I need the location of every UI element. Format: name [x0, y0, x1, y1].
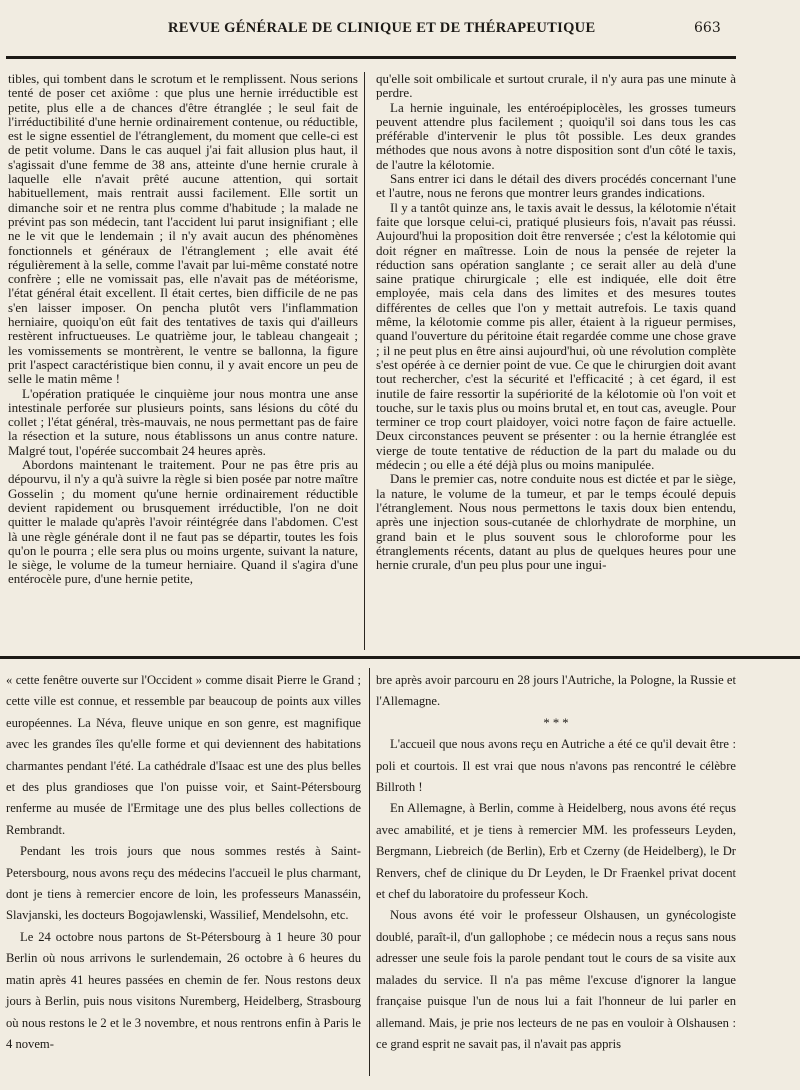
- upper-right-column: [376, 72, 736, 572]
- paragraph: tibles, qui tombent dans le scrotum et le remplissent. Nous serions tenté de poser cet axiôme : que plus une hernie irréductible est petite, plus elle a de chances d'être étranglée ; le seul fait de l'irréductibilité d'une hernie ordinairement contenue, ou réductible, est le signe essentiel de l'étranglement, du moment que celle-ci est de petit volume. Dans le cas auquel j'ai fait allusion plus haut, il s'agissait d'une femme de 38 ans, atteinte d'une hernie crurale à laquelle elle n'avait prêté aucune attention, qui sortait habituellement, mais rentrait aussi facilement. Elle sortit un dimanche soir et ne rentra plus comme d'habitude ; la malade ne prévint pas son médecin, tant l'accident lui parut insignifiant ; elle ne le vit que le lendemain ; il n'y avait aucun des phénomènes fonctionnels et généraux de l'étranglement ; elle avait été régulièrement à la selle, comme l'avait par lui-même constaté notre confrère ; elle ne vomissait pas, elle n'avait pas de météorisme, l'état général était excellent. Il était certes, bien difficile de ne pas s'en laisser imposer. On pencha plutôt vers l'inflammation herniaire, quoiqu'on eût fait des tentatives de taxis qui d'ailleurs restèrent infructueuses. Le quatrième jour, le tableau changeait ; les vomissements se montrèrent, le ventre se ballonna, la figure prit l'aspect caractéristique bien connu, il y avait encore un peu de selle le matin même !: [8, 71, 358, 387]
- column-divider-lower: [369, 668, 370, 1076]
- paragraph: bre après avoir parcouru en 28 jours l'Autriche, la Pologne, la Russie et l'Allemagne.: [376, 673, 736, 709]
- upper-left-column: [8, 72, 358, 587]
- paragraph: Dans le premier cas, notre conduite nous est dictée et par le siège, la nature, le volume de la tumeur, et par le temps écoulé depuis l'étranglement. Nous nous permettons le taxis doux bien entendu, après une injection sous-cutanée de chlorhydrate de morphine, un grand bain et le plus souvent sous le chloroforme pour les étranglements récents, datant au plus de quelques heures pour une hernie crurale, d'un peu plus pour une ingui-: [376, 471, 736, 573]
- header-rule: [6, 56, 736, 59]
- paragraph: Abordons maintenant le traitement. Pour ne pas être pris au dépourvu, il n'y a qu'à suivre la règle si bien posée par notre maître Gosselin ; du moment qu'une hernie ordinairement réductible devient rapidement ou brusquement irréductible, l'on ne doit quitter le malade qu'après l'avoir réintégrée dans l'abdomen. C'est là une règle générale dont il ne faut pas se départir, toutes les fois qu'on le pourra ; elle sera plus ou moins urgente, suivant la nature, le siège, le volume de la tumeur herniaire. Quand il s'agira d'une entérocèle pure, d'une hernie petite,: [8, 457, 358, 587]
- paragraph: En Allemagne, à Berlin, comme à Heidelberg, nous avons été reçus avec amabilité, et je tiens à remercier MM. les professeurs Leyden, Bergmann, Liebreich (de Berlin), Erb et Czerny (de Heidelberg), le Dr Renvers, chef de clinique du Dr Leyden, le Dr Fraenkel privat docent et chef du laboratoire du professeur Koch.: [376, 801, 736, 902]
- running-title: REVUE GÉNÉRALE DE CLINIQUE ET DE THÉRAPEUTIQUE: [168, 20, 596, 36]
- paragraph: Pendant les trois jours que nous sommes restés à Saint-Petersbourg, nous avons reçu des médecins l'accueil le plus charmant, dont je tiens à remercier encore de loin, les professeurs Manasséin, Slavjanski, les docteurs Bogojawlenski, Wassilief, Mendelsohn, etc.: [6, 844, 361, 923]
- section-rule: [0, 656, 800, 659]
- paragraph: La hernie inguinale, les entéroépiplocèles, les grosses tumeurs peuvent attendre plus facilement ; quoiqu'il soi dans tous les cas préférable d'intervenir le plus tôt possible. Les deux grandes méthodes que nous avons à notre disposition sont d'un côté le taxis, de l'autre la kélotomie.: [376, 99, 736, 172]
- lower-right-column: [376, 670, 736, 1055]
- paragraph: Nous avons été voir le professeur Olshausen, un gynécologiste doublé, paraît-il, d'un gallophobe ; ce médecin nous a reçus sans nous adresser une seule fois la parole pendant tout le cours de sa visite aux malades du service. Il n'a pas même l'excuse d'ignorer la langue française puisque l'un de nous lui a fait l'honneur de lui parler en allemand. Mais, je prie nos lecteurs de ne pas en vouloir à Olshausen : ce grand esprit ne savait pas, il n'avait pas appris: [376, 908, 736, 1051]
- page-header: [0, 18, 800, 42]
- paragraph: « cette fenêtre ouverte sur l'Occident » comme disait Pierre le Grand ; cette ville est connue, et ressemble par beaucoup de points aux villes européennes. La Néva, fleuve unique en son genre, est magnifique avec les grandes îles qu'elle forme et qui deviennent des habitations charmantes pendant l'été. La cathédrale d'Isaac est une des plus belles et des plus grandioses que l'on puisse voir, et Saint-Pétersbourg renferme au musée de l'Ermitage une des plus belles collections de Rembrandt.: [6, 673, 361, 837]
- column-divider-upper: [364, 72, 365, 650]
- page-number: 663: [694, 20, 721, 36]
- section-separator: * * *: [543, 715, 569, 730]
- paragraph: qu'elle soit ombilicale et surtout crurale, il n'y aura pas une minute à perdre.: [376, 71, 736, 101]
- paragraph: L'accueil que nous avons reçu en Autriche a été ce qu'il devait être : poli et courtois. Il est vrai que nous n'avons pas rencontré le célèbre Billroth !: [376, 737, 736, 795]
- paragraph: Il y a tantôt quinze ans, le taxis avait le dessus, la kélotomie n'était faite que lorsque celui-ci, pratiqué plusieurs fois, n'avait pas réussi. Aujourd'hui la proposition doit être renversée ; c'est la kélotomie qui doit régner en maîtresse. Loin de nous la pensée de rejeter la réduction sans opération sanglante ; ce serait aller au delà d'une saine pratique chirurgicale ; elle est indiquée, elle doit être employée, mais cela dans des limites et des mesures toutes différentes de celles que l'on y mettait autrefois. Le taxis quand même, la kélotomie comme pis aller, étaient à la rigueur permises, quand l'ouverture du péritoine était regardée comme une chose grave ; il ne peut plus en être ainsi aujourd'hui, où une révolution complète s'est opérée à ce dernier point de vue. Ce que le chirurgien doit avant tout rechercher, c'est la sécurité et l'efficacité ; à cet égard, il est inutile de faire ressortir la supériorité de la kélotomie où l'on voit et touche, sur le taxis plus ou moins brutal et, en tout cas, aveugle. Pour terminer ce trop court plaidoyer, voici notre façon de faire actuelle. Deux circonstances peuvent se présenter : ou la hernie étranglée est vierge de toute tentative de réduction de la part du malade ou du médecin ; ou elle a été déjà plus ou moins manipulée.: [376, 199, 736, 473]
- paragraph: Le 24 octobre nous partons de St-Pétersbourg à 1 heure 30 pour Berlin où nous arrivons le surlendemain, 26 octobre à 6 heures du matin après 41 heures passées en chemin de fer. Nous restons deux jours à Berlin, puis nous visitons Nuremberg, Heidelberg, Strasbourg où nous restons le 2 et le 3 novembre, et nous rentrons enfin à Paris le 4 novem-: [6, 929, 361, 1051]
- paragraph: L'opération pratiquée le cinquième jour nous montra une anse intestinale perforée sur plusieurs points, sans lésions du côté du collet ; l'état général, très-mauvais, ne nous permettant pas de faire la résection et la suture, nous établissons un anus contre nature. Malgré tout, l'opérée succombait 24 heures après.: [8, 385, 358, 458]
- lower-left-column: [6, 670, 361, 1055]
- paragraph: Sans entrer ici dans le détail des divers procédés concernant l'une et l'autre, nous ne ferons que montrer leurs grandes indications.: [376, 171, 736, 201]
